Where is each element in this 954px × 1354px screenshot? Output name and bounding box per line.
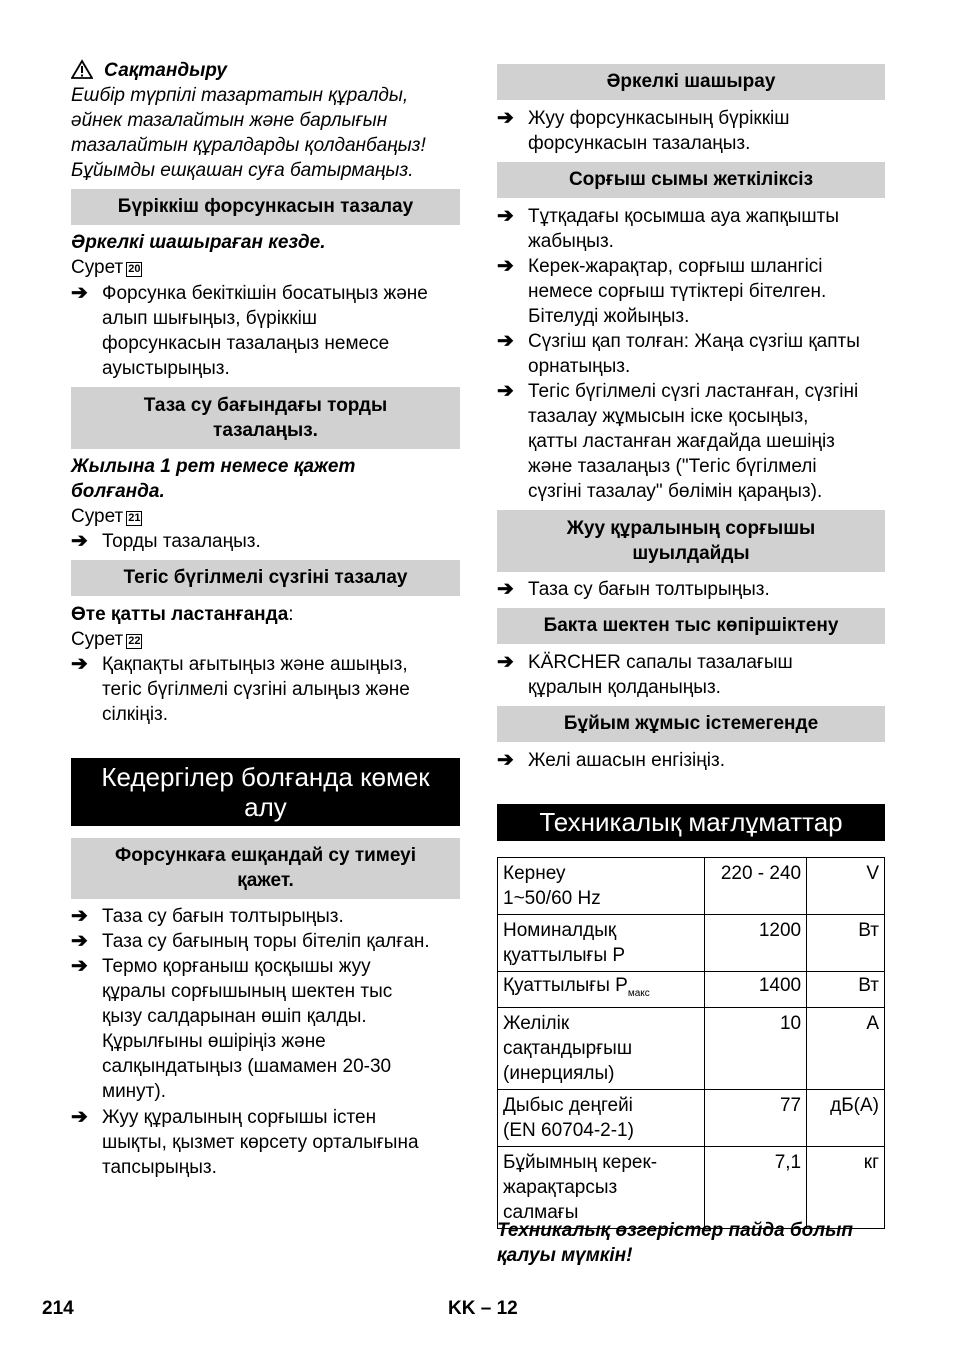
table-cell-unit: кг	[807, 1146, 885, 1228]
arrow-right-icon: ➔	[497, 380, 514, 402]
table-cell-value: 1400	[704, 972, 807, 1008]
arrow-right-icon: ➔	[497, 205, 514, 227]
table-cell-unit: A	[807, 1007, 885, 1089]
list-item: Қақпақты ағытыңыз және ашыңыз, тегіс бүгілмелі сүзгіні алыңыз және сілкіңіз.	[102, 654, 410, 725]
language-page-label: KK – 12	[448, 1298, 518, 1319]
list-item: Таза су бағының торы бітеліп қалған.	[102, 931, 430, 952]
figure-reference: Сурет 22	[71, 629, 141, 650]
list-item: Жуу форсункасының бүріккіш форсункасын тазалаңыз.	[528, 108, 790, 154]
arrow-right-icon: ➔	[497, 107, 514, 129]
list-item: Желі ашасын енгізіңіз.	[528, 750, 725, 771]
table-cell-label: Номиналдық қуаттылығы P	[498, 915, 705, 972]
condition-text: Жылына 1 рет немесе қажет	[71, 456, 356, 477]
section-heading-pump-noise: Жуу құралының сорғышы шуылдайды	[497, 510, 885, 572]
caution-text: әйнек тазалайтын және барлығын	[71, 110, 388, 131]
caution-title: Сақтандыру	[104, 60, 227, 81]
technical-data-table	[497, 857, 885, 1229]
list-item: Таза су бағын толтырыңыз.	[528, 579, 770, 600]
table-cell-label: Қуаттылығы $P_{макс}$	[498, 972, 705, 1008]
section-heading-excess-foam: Бакта шектен тыс көпіршіктену	[497, 608, 885, 644]
page-number: 214	[42, 1298, 74, 1319]
arrow-right-icon: ➔	[71, 1106, 88, 1128]
list-item: Торды тазалаңыз.	[102, 531, 261, 552]
caution-text: тазалайтын құралдарды қолданбаңыз!	[71, 135, 426, 156]
arrow-right-icon: ➔	[71, 955, 88, 977]
table-cell-value: 7,1	[704, 1146, 807, 1228]
list-item: Сүзгіш қап толған: Жаңа сүзгіш қапты орнатыңыз.	[528, 331, 860, 377]
technical-change-note: қалуы мүмкін!	[497, 1245, 633, 1266]
arrow-right-icon: ➔	[71, 930, 88, 952]
table-cell-label: Бұйымның керек- жарақтарсыз салмағы	[498, 1146, 705, 1228]
table-row	[498, 1089, 885, 1146]
figure-number: 22	[128, 635, 141, 647]
condition-text: Әркелкі шашыраған кезде.	[71, 232, 326, 253]
table-cell-unit: дБ(A)	[807, 1089, 885, 1146]
arrow-right-icon: ➔	[71, 530, 88, 552]
section-heading-nozzle-cleaning: Бүріккіш форсункасын тазалау	[71, 189, 460, 225]
arrow-right-icon: ➔	[497, 749, 514, 771]
arrow-right-icon: ➔	[497, 578, 514, 600]
section-heading-not-working: Бұйым жұмыс істемегенде	[497, 706, 885, 742]
list-item: Керек-жарақтар, сорғыш шлангісі немесе сорғыш түтіктері бітелген. Бітелуді жойыңыз.	[528, 256, 827, 327]
figure-number: 20	[128, 263, 141, 275]
figure-reference: Сурет 21	[71, 506, 141, 527]
table-cell-label: Желілік сақтандырғыш (инерциялы)	[498, 1007, 705, 1089]
list-item: Форсунка бекіткішін босатыңыз және алып шығыңыз, бүріккіш форсункасын тазалаңыз немесе ауыстырыңыз.	[102, 283, 428, 379]
section-heading-no-water: Форсункаға ешқандай су тимеуі қажет.	[71, 838, 460, 899]
chapter-heading-technical-data: Техникалық мағлұматтар	[497, 804, 885, 841]
table-cell-unit: V	[807, 858, 885, 915]
table-row	[498, 972, 885, 1008]
table-row	[498, 858, 885, 915]
table-cell-value: 10	[704, 1007, 807, 1089]
table-cell-label: Дыбыс деңгейі (EN 60704-2-1)	[498, 1089, 705, 1146]
warning-triangle-icon	[71, 59, 93, 79]
list-item: Таза су бағын толтырыңыз.	[102, 906, 344, 927]
chapter-heading-troubleshooting: Кедергілер болғанда көмек алу	[71, 758, 460, 826]
technical-change-note: Техникалық өзгерістер пайда болып	[497, 1220, 853, 1241]
figure-reference: Сурет 20	[71, 257, 141, 278]
section-heading-weak-suction: Сорғыш сымы жеткіліксіз	[497, 162, 885, 198]
arrow-right-icon: ➔	[497, 651, 514, 673]
table-row	[498, 1146, 885, 1228]
figure-number: 21	[128, 512, 141, 524]
section-heading-water-tank-sieve: Таза су бағындағы торды тазалаңыз.	[71, 387, 460, 449]
table-cell-unit: Вт	[807, 972, 885, 1008]
arrow-right-icon: ➔	[71, 905, 88, 927]
table-row	[498, 915, 885, 972]
table-cell-value: 77	[704, 1089, 807, 1146]
table-cell-value: 1200	[704, 915, 807, 972]
section-heading-uneven-spray: Әркелкі шашырау	[497, 64, 885, 100]
list-item: Термо қорғаныш қосқышы жуу құралы сорғышының шектен тыс қызу салдарынан өшіп қалды. Құрылғыны өшіріңіз және салқындатыңыз (шамамен 20-30 минут).	[102, 956, 393, 1102]
arrow-right-icon: ➔	[497, 330, 514, 352]
list-item: KÄRCHER сапалы тазалағыш құралын қолданыңыз.	[528, 652, 793, 698]
table-row	[498, 1007, 885, 1089]
caution-text: Бұйымды ешқашан суға батырмаңыз.	[71, 160, 414, 181]
list-item: Жуу құралының сорғышы істен шықты, қызмет көрсету орталығына тапсырыңыз.	[102, 1107, 419, 1178]
arrow-right-icon: ➔	[497, 255, 514, 277]
table-cell-label: Кернеу 1~50/60 Hz	[498, 858, 705, 915]
condition-text: Өте қатты ластанғанда:	[71, 604, 294, 625]
arrow-right-icon: ➔	[71, 653, 88, 675]
list-item: Тегіс бүгілмелі сүзгі ластанған, сүзгіні тазалау жұмысын іске қосыңыз, қатты ластанған жағдайда шешіңіз және тазалаңыз ("Тегіс бүгілмелі сүзгіні тазалау" бөлімін қараңыз).	[528, 381, 859, 502]
section-heading-flat-filter-cleaning: Тегіс бүгілмелі сүзгіні тазалау	[71, 560, 460, 596]
condition-text: болғанда.	[71, 481, 165, 502]
arrow-right-icon: ➔	[71, 282, 88, 304]
table-cell-unit: Вт	[807, 915, 885, 972]
caution-text: Ешбір түрпілі тазартатын құралды,	[71, 85, 409, 106]
table-cell-value: 220 - 240	[704, 858, 807, 915]
list-item: Тұтқадағы қосымша ауа жапқышты жабыңыз.	[528, 206, 840, 252]
